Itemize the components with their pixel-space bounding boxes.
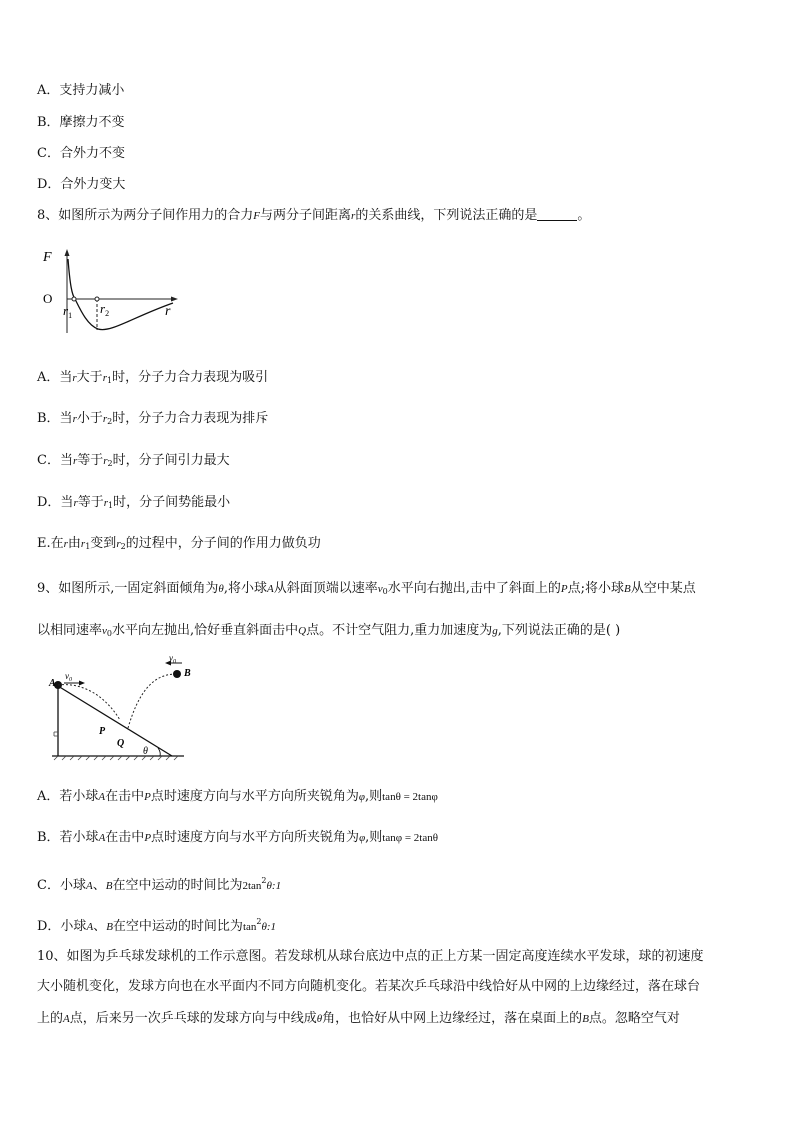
q8-option-a: A．当r大于r1时，分子力合力表现为吸引	[37, 370, 269, 385]
q8-stem-text-1: 8、如图所示为两分子间作用力的合力	[37, 208, 254, 223]
trajectory-a	[58, 685, 120, 720]
label-r: r	[165, 304, 171, 319]
label-P: P	[99, 726, 106, 737]
q7-option-b: B．摩擦力不变	[37, 115, 125, 130]
q8-option-c: C．当r等于r2时，分子间引力最大	[37, 453, 230, 468]
r1-point	[72, 297, 76, 301]
q7-option-c: C．合外力不变	[37, 146, 125, 161]
label-theta: θ	[143, 746, 148, 757]
q9-stem-line-1: 9、如图所示,一固定斜面倾角为θ,将小球A从斜面顶端以速率v0水平向右抛出,击中了斜面上的P点;将小球B从空中某点	[37, 581, 696, 596]
q8-stem	[37, 207, 590, 225]
force-curve	[68, 259, 173, 330]
ball-b	[173, 670, 181, 678]
label-Q: Q	[117, 738, 125, 749]
q8-stem-text-2: 与两分子间距离	[260, 208, 352, 223]
q8-symbol-r: r	[351, 210, 356, 222]
q8-option-d: D．当r等于r1时，分子间势能最小	[37, 495, 231, 510]
label-r1: $r_1$	[63, 303, 73, 320]
q9-stem-line-2: 以相同速率v0水平向左抛出,恰好垂直斜面击中Q点。不计空气阻力,重力加速度为g,下列说法正确的是( )	[37, 623, 621, 638]
label-F: F	[43, 250, 52, 265]
label-r2: $r_2$	[100, 301, 110, 318]
q9-option-c: C．小球A、B在空中运动的时间比为$2\tan^2\theta:1$	[37, 876, 282, 893]
q10-line-3: 上的A点，后来另一次乒乓球的发球方向与中线成θ角，也恰好从中网上边缘经过，落在桌面上的B点。忽略空气对	[37, 1011, 680, 1026]
q9-option-d: D．小球A、B在空中运动的时间比为$\tan^2\theta:1$	[37, 917, 277, 934]
q8-stem-text-4: 。	[577, 208, 591, 223]
q8-symbol-F: F	[253, 210, 261, 222]
label-O: O	[43, 291, 53, 306]
q7-option-a: A．支持力减小	[37, 83, 125, 98]
q8-option-e: E.在r由r1变到r2的过程中，分子间的作用力做负功	[37, 536, 321, 551]
label-v0-b: $v_0$	[169, 653, 176, 665]
label-B: B	[184, 668, 191, 679]
force-distance-graph	[37, 245, 187, 340]
q7-option-d: D．合外力变大	[37, 177, 126, 192]
q9-option-b: B．若小球A在击中P点时速度方向与水平方向所夹锐角为φ,则tanφ = 2tanθ	[37, 830, 438, 845]
r-axis-arrow	[171, 297, 178, 302]
q8-option-b: B．当r小于r2时，分子力合力表现为排斥	[37, 411, 269, 426]
r2-point	[95, 297, 99, 301]
trajectory-b	[128, 674, 176, 728]
q10-line-2: 大小随机变化，发球方向也在水平面内不同方向随机变化。若某次乒乓球沿中线恰好从中网的上边缘经过，落在球台	[37, 979, 701, 994]
incline-slope	[58, 686, 172, 756]
q8-stem-text-3: 的关系曲线，下列说法正确的是	[355, 208, 538, 223]
q10-line-1: 10、如图为乒乓球发球机的工作示意图。若发球机从球台底边中点的正上方某一固定高度连续水平发球，球的初速度	[37, 949, 704, 964]
q9-option-a: A．若小球A在击中P点时速度方向与水平方向所夹锐角为φ,则tanθ = 2tanφ	[37, 789, 438, 804]
label-A: A	[49, 678, 56, 689]
incline-projectile-figure	[44, 652, 194, 762]
velocity-arrowhead-a	[79, 681, 85, 686]
label-v0-a: $v_0$	[65, 671, 72, 683]
answer-blank	[537, 208, 577, 221]
f-axis-arrow	[65, 249, 70, 256]
